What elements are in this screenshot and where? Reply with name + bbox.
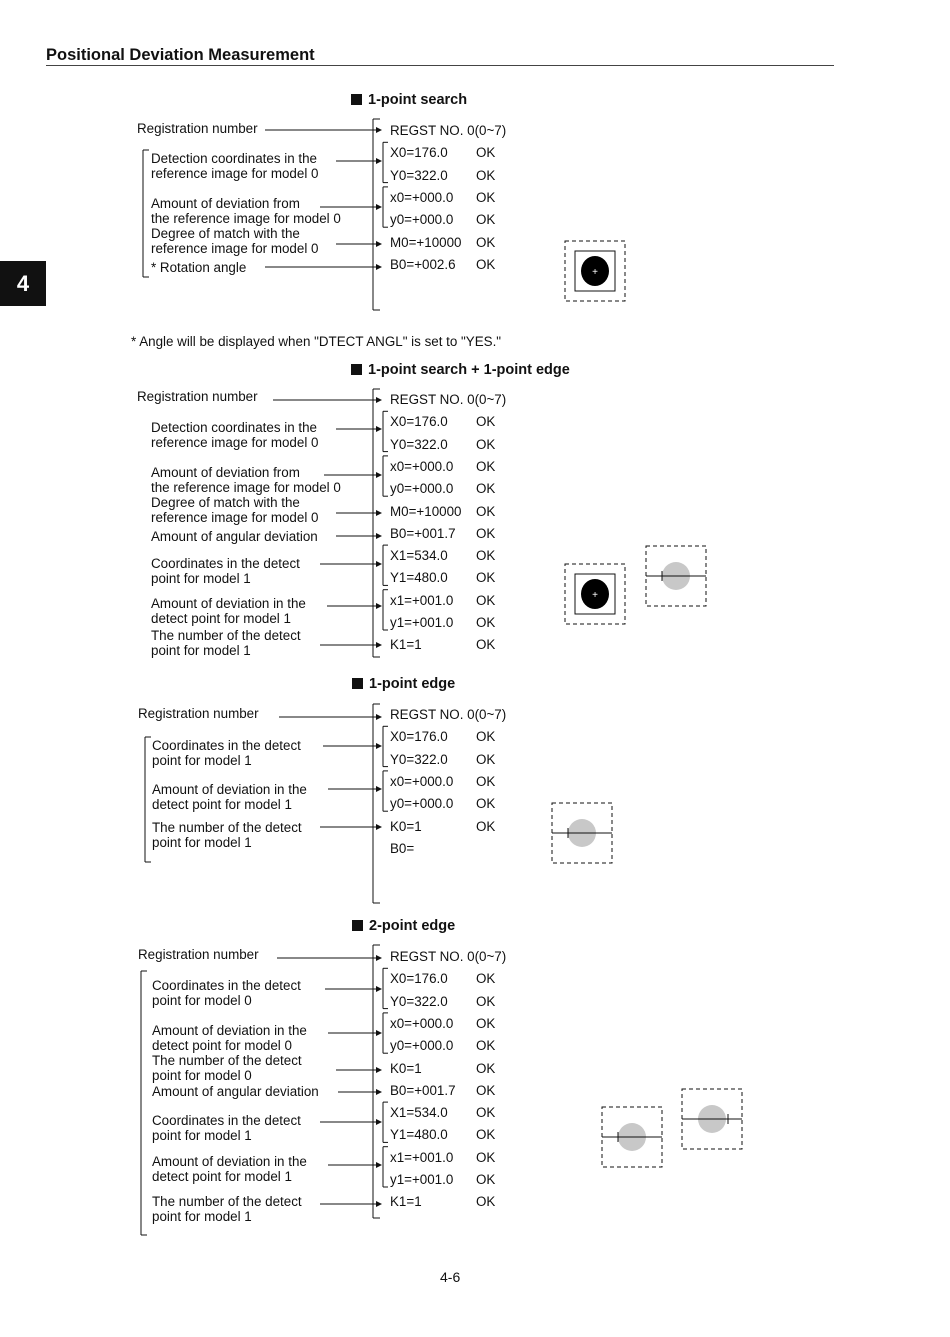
footnote: * Angle will be displayed when "DTECT ANGL" is set to "YES." bbox=[131, 334, 502, 349]
status-ok: OK bbox=[476, 637, 496, 653]
output-value: x1=+001.0 bbox=[390, 1149, 454, 1165]
field-description-label: Detection coordinates in the reference image for model 0 bbox=[151, 420, 319, 450]
status-ok: OK bbox=[476, 458, 496, 474]
status-ok: OK bbox=[476, 592, 496, 608]
arrowhead-icon bbox=[376, 714, 382, 720]
output-value: B0= bbox=[390, 840, 415, 856]
output-value: K0=1 bbox=[390, 1060, 422, 1076]
field-description-label: Coordinates in the detect point for model 1 bbox=[152, 1113, 301, 1143]
status-ok: OK bbox=[476, 773, 496, 789]
arrowhead-icon bbox=[376, 472, 382, 478]
field-description-label: * Rotation angle bbox=[151, 260, 247, 275]
output-value: x0=+000.0 bbox=[390, 189, 454, 205]
output-value: Y1=480.0 bbox=[390, 570, 448, 586]
output-value: K1=1 bbox=[390, 637, 422, 653]
status-ok: OK bbox=[476, 1015, 496, 1031]
output-value: Y0=322.0 bbox=[390, 993, 448, 1009]
status-ok: OK bbox=[476, 1194, 496, 1210]
crosshair-icon: + bbox=[592, 267, 598, 278]
chapter-tab: 4 bbox=[0, 261, 46, 306]
output-value: y0=+000.0 bbox=[390, 796, 454, 812]
arrowhead-icon bbox=[376, 533, 382, 539]
status-ok: OK bbox=[476, 481, 496, 497]
output-value: K1=1 bbox=[390, 1194, 422, 1210]
status-ok: OK bbox=[476, 796, 496, 812]
field-description-label: Amount of deviation in the detect point for model 0 bbox=[152, 1023, 307, 1053]
output-value: REGST NO. 0(0~7) bbox=[390, 392, 507, 407]
arrowhead-icon bbox=[376, 1089, 382, 1095]
crosshair-icon: + bbox=[592, 590, 598, 601]
output-value: X0=176.0 bbox=[390, 729, 448, 745]
status-ok: OK bbox=[476, 1149, 496, 1165]
status-ok: OK bbox=[476, 729, 496, 745]
arrowhead-icon bbox=[376, 241, 382, 247]
status-ok: OK bbox=[476, 751, 496, 767]
field-description-label: Amount of angular deviation bbox=[152, 1084, 319, 1099]
output-value: x0=+000.0 bbox=[390, 1015, 454, 1031]
section-title-1-point-search: 1-point search bbox=[351, 92, 467, 108]
registration-number-label: Registration number bbox=[138, 706, 259, 721]
output-value: B0=+001.7 bbox=[390, 1082, 456, 1098]
output-value: X1=534.0 bbox=[390, 1105, 448, 1121]
output-value: x0=+000.0 bbox=[390, 773, 454, 789]
arrowhead-icon bbox=[376, 127, 382, 133]
output-value: X0=176.0 bbox=[390, 414, 448, 430]
output-value: Y0=322.0 bbox=[390, 167, 448, 183]
status-ok: OK bbox=[476, 1038, 496, 1054]
status-ok: OK bbox=[476, 189, 496, 205]
arrowhead-icon bbox=[376, 426, 382, 432]
arrowhead-icon bbox=[376, 1067, 382, 1073]
output-value: y0=+000.0 bbox=[390, 1038, 454, 1054]
page-title: Positional Deviation Measurement bbox=[46, 46, 315, 64]
page-number: 4-6 bbox=[440, 1269, 461, 1285]
output-value: Y1=480.0 bbox=[390, 1127, 448, 1143]
arrowhead-icon bbox=[376, 824, 382, 830]
status-ok: OK bbox=[476, 1127, 496, 1143]
status-ok: OK bbox=[476, 548, 496, 564]
output-value: x0=+000.0 bbox=[390, 458, 454, 474]
output-value: REGST NO. 0(0~7) bbox=[390, 123, 507, 138]
arrowhead-icon bbox=[376, 561, 382, 567]
output-value: B0=+002.6 bbox=[390, 256, 456, 272]
arrowhead-icon bbox=[376, 1030, 382, 1036]
status-ok: OK bbox=[476, 436, 496, 452]
field-description-label: Amount of deviation from the reference image for model 0 bbox=[151, 196, 341, 226]
registration-number-label: Registration number bbox=[137, 389, 258, 404]
arrowhead-icon bbox=[376, 1119, 382, 1125]
registration-number-label: Registration number bbox=[138, 947, 259, 962]
field-description-label: Amount of deviation from the reference image for model 0 bbox=[151, 465, 341, 495]
output-value: M0=+10000 bbox=[390, 234, 462, 250]
field-description-label: The number of the detect point for model 0 bbox=[152, 1053, 302, 1083]
arrowhead-icon bbox=[376, 955, 382, 961]
status-ok: OK bbox=[476, 1060, 496, 1076]
field-description-label: Coordinates in the detect point for model 1 bbox=[152, 738, 301, 768]
output-value: y0=+000.0 bbox=[390, 212, 454, 228]
field-description-label: The number of the detect point for model 1 bbox=[152, 820, 302, 850]
arrowhead-icon bbox=[376, 510, 382, 516]
output-value: REGST NO. 0(0~7) bbox=[390, 707, 507, 722]
output-value: REGST NO. 0(0~7) bbox=[390, 949, 507, 964]
arrowhead-icon bbox=[376, 603, 382, 609]
field-description-label: Amount of deviation in the detect point for model 1 bbox=[152, 1154, 307, 1184]
field-description-label: Detection coordinates in the reference image for model 0 bbox=[151, 151, 319, 181]
status-ok: OK bbox=[476, 971, 496, 987]
output-value: Y0=322.0 bbox=[390, 436, 448, 452]
arrowhead-icon bbox=[376, 397, 382, 403]
section-title-search-plus-edge: 1-point search + 1-point edge bbox=[351, 362, 570, 378]
status-ok: OK bbox=[476, 1105, 496, 1121]
status-ok: OK bbox=[476, 570, 496, 586]
output-value: X1=534.0 bbox=[390, 548, 448, 564]
field-description-label: Degree of match with the reference image for model 0 bbox=[151, 495, 319, 525]
status-ok: OK bbox=[476, 414, 496, 430]
status-ok: OK bbox=[476, 993, 496, 1009]
field-description-label: Amount of angular deviation bbox=[151, 529, 318, 544]
status-ok: OK bbox=[476, 234, 496, 250]
output-value: K0=1 bbox=[390, 818, 422, 834]
field-description-label: The number of the detect point for model 1 bbox=[152, 1194, 302, 1224]
field-description-label: Amount of deviation in the detect point for model 1 bbox=[151, 596, 306, 626]
arrowhead-icon bbox=[376, 1201, 382, 1207]
arrowhead-icon bbox=[376, 1162, 382, 1168]
field-description-label: Coordinates in the detect point for model 1 bbox=[151, 556, 300, 586]
section-title-1-point-edge: 1-point edge bbox=[352, 676, 455, 692]
output-value: M0=+10000 bbox=[390, 503, 462, 519]
status-ok: OK bbox=[476, 503, 496, 519]
field-description-label: Amount of deviation in the detect point for model 1 bbox=[152, 782, 307, 812]
registration-number-label: Registration number bbox=[137, 121, 258, 136]
field-description-label: Degree of match with the reference image for model 0 bbox=[151, 226, 319, 256]
arrowhead-icon bbox=[376, 986, 382, 992]
output-value: Y0=322.0 bbox=[390, 751, 448, 767]
output-value: B0=+001.7 bbox=[390, 525, 456, 541]
status-ok: OK bbox=[476, 167, 496, 183]
status-ok: OK bbox=[476, 145, 496, 161]
arrowhead-icon bbox=[376, 743, 382, 749]
arrowhead-icon bbox=[376, 642, 382, 648]
output-value: y1=+001.0 bbox=[390, 615, 454, 630]
status-ok: OK bbox=[476, 1172, 496, 1187]
output-value: x1=+001.0 bbox=[390, 592, 454, 608]
arrowhead-icon bbox=[376, 204, 382, 210]
status-ok: OK bbox=[476, 1082, 496, 1098]
status-ok: OK bbox=[476, 615, 496, 630]
output-value: y1=+001.0 bbox=[390, 1172, 454, 1187]
arrowhead-icon bbox=[376, 786, 382, 792]
status-ok: OK bbox=[476, 525, 496, 541]
section-title-2-point-edge: 2-point edge bbox=[352, 918, 455, 934]
arrowhead-icon bbox=[376, 158, 382, 164]
status-ok: OK bbox=[476, 212, 496, 228]
field-description-label: The number of the detect point for model 1 bbox=[151, 628, 301, 658]
status-ok: OK bbox=[476, 818, 496, 834]
output-value: X0=176.0 bbox=[390, 145, 448, 161]
output-value: y0=+000.0 bbox=[390, 481, 454, 497]
field-description-label: Coordinates in the detect point for model 0 bbox=[152, 978, 301, 1008]
status-ok: OK bbox=[476, 256, 496, 272]
arrowhead-icon bbox=[376, 264, 382, 270]
output-value: X0=176.0 bbox=[390, 971, 448, 987]
